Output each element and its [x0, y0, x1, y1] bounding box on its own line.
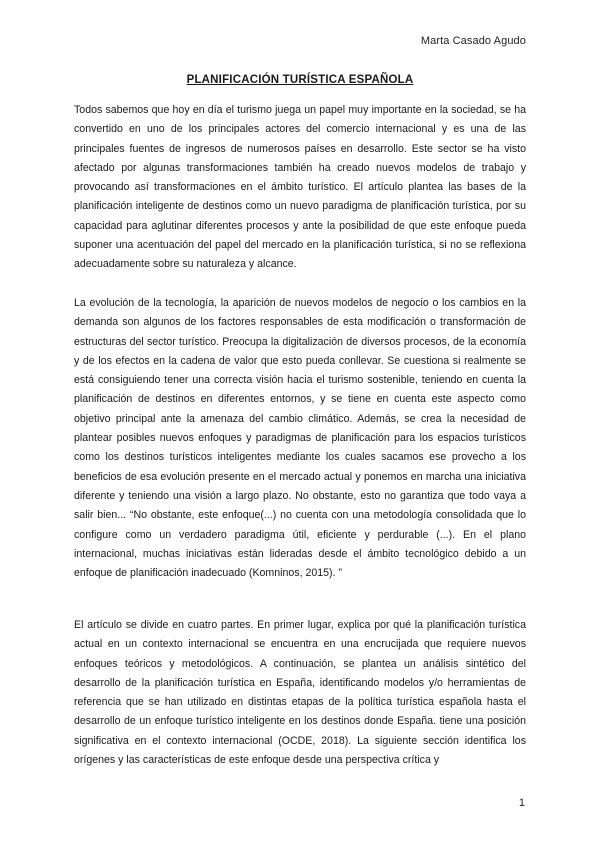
document-title: PLANIFICACIÓN TURÍSTICA ESPAÑOLA — [186, 74, 414, 86]
paragraph-1: Todos sabemos que hoy en día el turismo juega un papel muy importante en la sociedad, se ha convertido en uno de los principales actores del comercio internacional y es una de las principales fuentes de ingresos de numerosos países en desarrollo. Este sector se ha visto afectado por algunas transformaciones también ha creado nuevos modelos de trabajo y provocando así transformaciones en el ámbito turístico. El artículo plantea las bases de la planificación inteligente de destinos como un nuevo paradigma de planificación turística, por su capacidad para aglutinar diferentes procesos y ante la posibilidad de que este enfoque pueda suponer una acentuación del papel del mercado en la planificación turística, si no se reflexiona adecuadamente sobre su naturaleza y alcance. — [74, 104, 526, 271]
paragraph-2: La evolución de la tecnología, la aparición de nuevos modelos de negocio o los cambios en la demanda son algunos de los factores responsables de esta modificación o transformación de estructuras del sector turístico. Preocupa la digitalización de diversos procesos, de la economía y de los efectos en la cadena de valor que esto pueda conllevar. Se cuestiona si realmente se está consiguiendo tener una correcta visión hacia el turismo sostenible, teniendo en cuenta la planificación de destinos en diferentes entornos, y se tiene en cuenta este aspecto como objetivo principal ante la amenaza del cambio climático. Además, se crea la necesidad de plantear posibles nuevos enfoques y paradigmas de planificación para los espacios turísticos como los destinos turísticos inteligentes mediante los cuales sacamos ese provecho a los beneficios de esa evolución presente en el mercado actual y ponemos en marcha una iniciativa diferente y teniendo una visión a largo plazo. No obstante, esto no garantiza que todo vaya a salir bien... “No obstante, este enfoque(...) no cuenta con una metodología consolidada que lo configure como un verdadero paradigma útil, eficiente y perdurable (...). En el plano internacional, muchas iniciativas están lideradas desde el ámbito tecnológico debido a un enfoque de planificación inadecuado (Komninos, 2015). ” — [74, 297, 526, 580]
paragraph-3: El artículo se divide en cuatro partes. En primer lugar, explica por qué la planificación turística actual en un contexto internacional se encuentra en una encrucijada que requiere nuevos enfoques teóricos y metodológicos. A continuación, se plantea un análisis sintético del desarrollo de la planificación turística en España, identificando modelos y/o herramientas de referencia que se han utilizado en distintas etapas de la política turística española hasta el desarrollo de un enfoque turístico inteligente en los destinos donde España. tiene una posición significativa en el contexto internacional (OCDE, 2018). La siguiente sección identifica los orígenes y las características de este enfoque desde una perspectiva crítica y — [74, 619, 526, 767]
page-number: 1 — [518, 797, 525, 809]
header-author: Marta Casado Agudo — [420, 35, 526, 47]
